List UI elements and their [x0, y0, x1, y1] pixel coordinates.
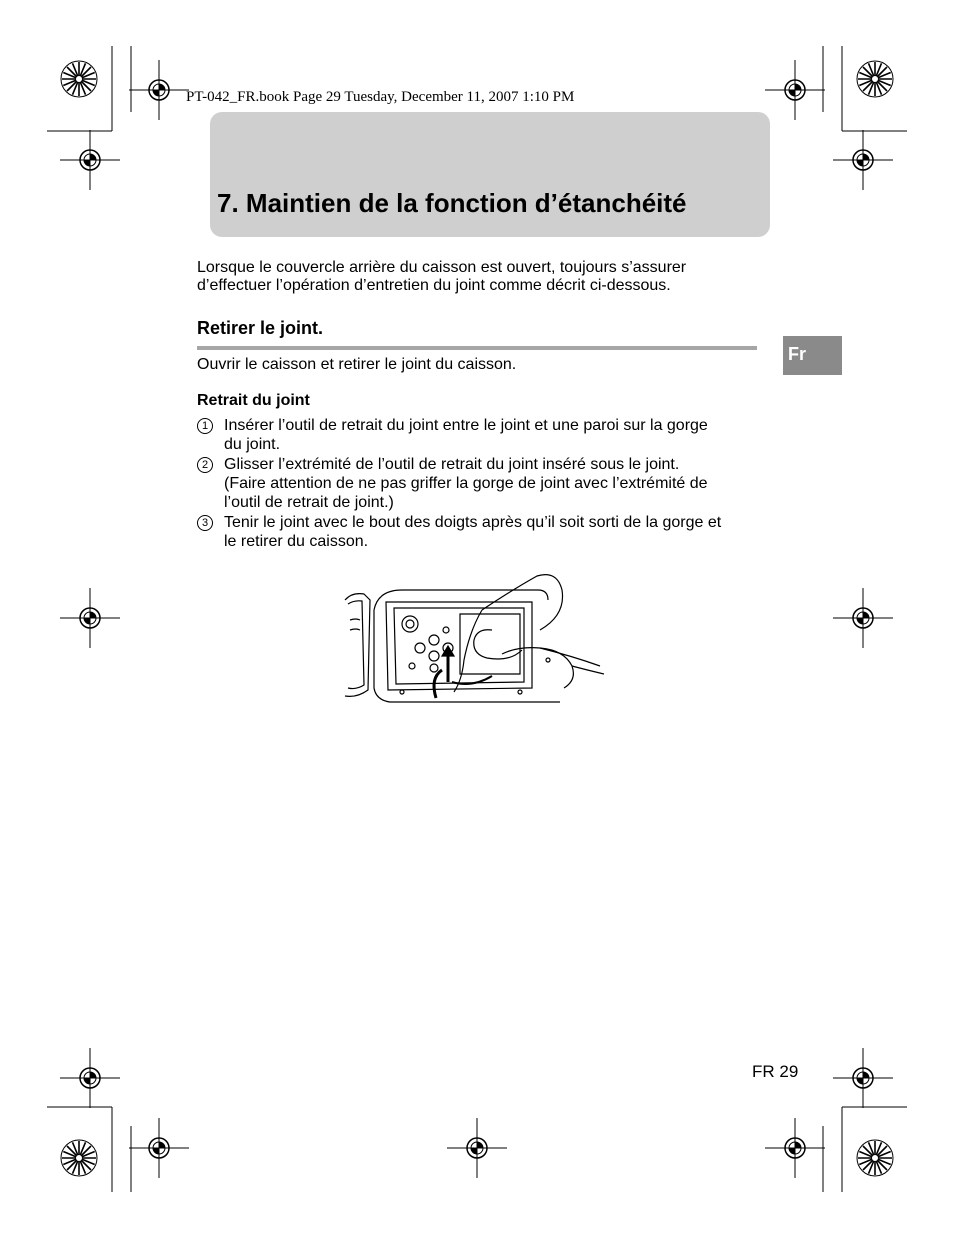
procedure-step: [197, 416, 767, 454]
language-tab: Fr: [783, 336, 842, 375]
step-line: Insérer l’outil de retrait du joint entre le joint et une paroi sur la gorge: [224, 417, 708, 434]
step-line: (Faire attention de ne pas griffer la gorge de joint avec l’extrémité de: [224, 475, 708, 492]
seal-removal-illustration: [342, 570, 604, 710]
starburst-mark: [61, 61, 97, 97]
registration-target: [765, 60, 825, 120]
book-header-info: PT-042_FR.book Page 29 Tuesday, December 11, 2007 1:10 PM: [186, 89, 575, 105]
starburst-mark: [61, 1140, 97, 1176]
chapter-title: 7. Maintien de la fonction d’étanchéité: [217, 188, 687, 218]
step-number-badge: 2: [197, 457, 213, 473]
intro-paragraph: [197, 259, 767, 295]
section-divider: [197, 346, 757, 350]
procedure-steps: [197, 416, 767, 551]
step-line: le retirer du caisson.: [224, 533, 369, 550]
section-title: Retirer le joint.: [197, 318, 324, 338]
procedure-step: [197, 455, 767, 512]
registration-target: [60, 588, 120, 648]
starburst-mark: [857, 1140, 893, 1176]
starburst-mark: [857, 61, 893, 97]
registration-target: [129, 60, 189, 120]
registration-target: [833, 588, 893, 648]
registration-target: [765, 1118, 825, 1178]
registration-target: [833, 1048, 893, 1108]
registration-target: [129, 1118, 189, 1178]
registration-target: [60, 1048, 120, 1108]
step-line: Glisser l’extrémité de l’outil de retrait du joint inséré sous le joint.: [224, 456, 680, 473]
section-text: Ouvrir le caisson et retirer le joint du caisson.: [197, 356, 517, 373]
intro-line: d’effectuer l’opération d’entretien du joint comme décrit ci-dessous.: [197, 277, 671, 294]
step-line: Tenir le joint avec le bout des doigts après qu’il soit sorti de la gorge et: [224, 514, 722, 531]
registration-target: [833, 130, 893, 190]
page-number: FR 29: [752, 1062, 799, 1081]
registration-target: [447, 1118, 507, 1178]
procedure-title: Retrait du joint: [197, 392, 310, 409]
step-number-badge: 3: [197, 515, 213, 531]
step-line: l’outil de retrait de joint.): [224, 494, 394, 511]
intro-line: Lorsque le couvercle arrière du caisson est ouvert, toujours s’assurer: [197, 259, 687, 276]
procedure-step: [197, 513, 767, 551]
step-line: du joint.: [224, 436, 281, 453]
step-number-badge: 1: [197, 418, 213, 434]
registration-target: [60, 130, 120, 190]
